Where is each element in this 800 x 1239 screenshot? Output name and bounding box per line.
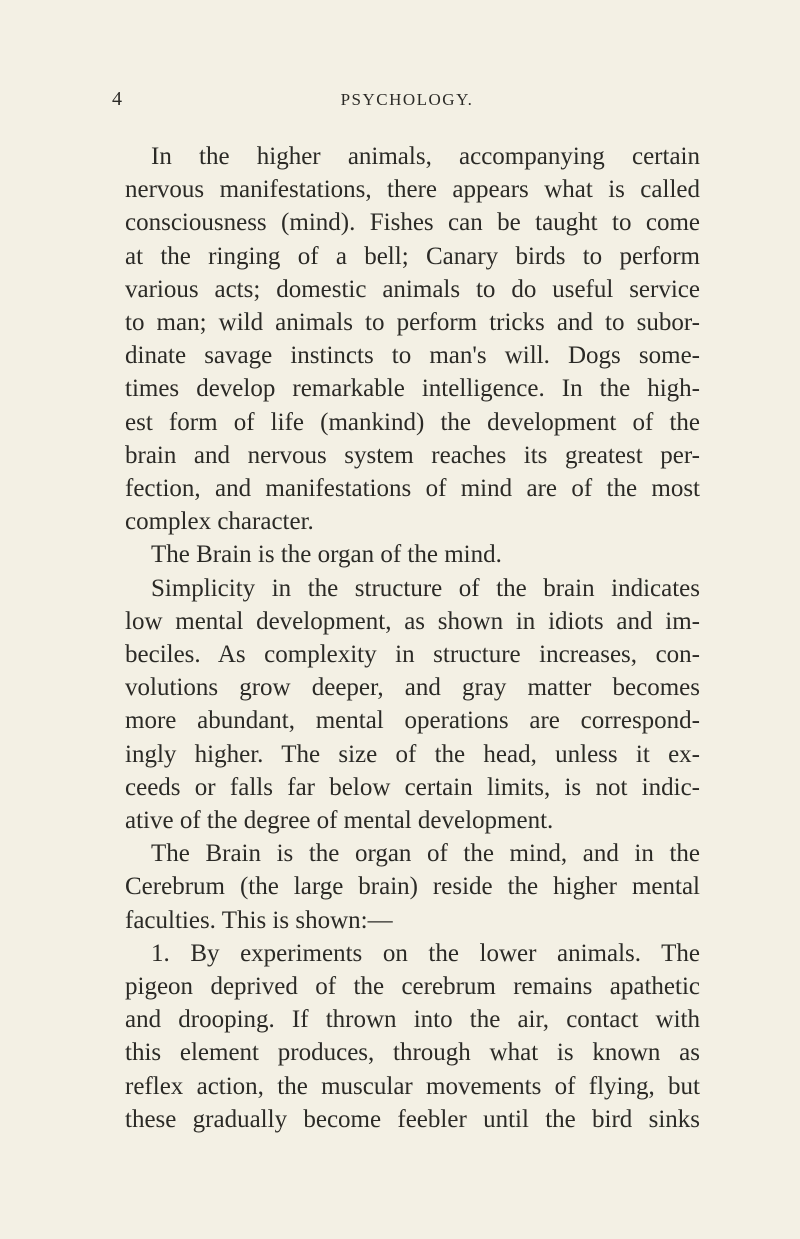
- text-line: ceeds or falls far below certain limits, is not indic-: [125, 773, 700, 801]
- text-line: 1. By experiments on the lower animals. The: [151, 939, 700, 967]
- text-line: volutions grow deeper, and gray matter becomes: [125, 674, 700, 702]
- text-line: various acts; domestic animals to do useful service: [125, 275, 700, 303]
- text-line: consciousness (mind). Fishes can be taught to come: [125, 209, 700, 237]
- body-text: [125, 140, 700, 1136]
- page-number: 4: [112, 88, 122, 110]
- text-line: beciles. As complexity in structure increases, con-: [125, 641, 700, 669]
- text-line: these gradually become feebler until the bird sinks: [125, 1105, 700, 1133]
- text-line: est form of life (mankind) the development of the: [125, 408, 700, 436]
- text-line: fection, and manifestations of mind are of the most: [125, 475, 700, 503]
- text-line: dinate savage instincts to man's will. Dogs some-: [125, 342, 700, 370]
- text-line: more abundant, mental operations are correspond-: [125, 707, 700, 735]
- text-line: In the higher animals, accompanying certain: [151, 143, 700, 170]
- text-line: Cerebrum (the large brain) reside the higher mental: [125, 873, 700, 901]
- text-line: The Brain is the organ of the mind, and in the: [151, 840, 700, 868]
- text-line: low mental development, as shown in idiots and im-: [125, 607, 700, 635]
- page-header: [112, 88, 702, 118]
- text-line: The Brain is the organ of the mind.: [151, 541, 502, 569]
- text-line: reflex action, the muscular movements of flying, but: [125, 1072, 700, 1100]
- text-line: times develop remarkable intelligence. In the high-: [125, 375, 700, 403]
- text-line: ingly higher. The size of the head, unless it ex-: [125, 740, 700, 768]
- text-line: brain and nervous system reaches its greatest per-: [125, 441, 700, 469]
- text-line: at the ringing of a bell; Canary birds to perform: [125, 242, 700, 270]
- text-line: Simplicity in the structure of the brain indicates: [151, 574, 700, 602]
- text-line: nervous manifestations, there appears what is called: [125, 176, 700, 204]
- running-head: PSYCHOLOGY.: [340, 90, 474, 109]
- text-line: pigeon deprived of the cerebrum remains apathetic: [125, 973, 700, 1001]
- text-line: complex character.: [125, 508, 314, 536]
- text-line: ative of the degree of mental development.: [125, 807, 554, 835]
- text-line: this element produces, through what is known as: [125, 1039, 700, 1067]
- text-line: and drooping. If thrown into the air, contact with: [125, 1006, 700, 1034]
- text-line: faculties. This is shown:—: [125, 906, 393, 934]
- text-line: to man; wild animals to perform tricks and to subor-: [125, 309, 700, 337]
